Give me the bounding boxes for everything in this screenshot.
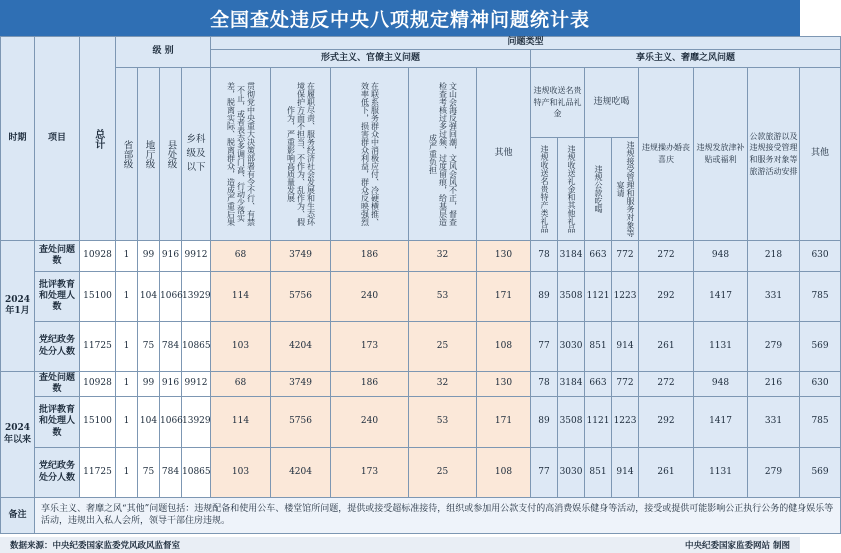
data-cell: 78 [531, 372, 558, 397]
data-cell: 3749 [271, 241, 331, 272]
data-cell: 99 [138, 372, 160, 397]
data-cell: 630 [800, 241, 841, 272]
data-cell: 3030 [558, 448, 585, 498]
data-cell: 914 [612, 322, 639, 372]
data-cell: 114 [211, 397, 271, 448]
level-provincial-header: 省部级 [116, 68, 138, 241]
data-cell: 103 [211, 322, 271, 372]
item-header: 项目 [35, 37, 80, 241]
data-cell: 772 [612, 372, 639, 397]
level-header: 级 别 [116, 37, 211, 68]
data-cell: 663 [585, 372, 612, 397]
data-cell: 216 [748, 372, 800, 397]
data-cell: 1131 [694, 448, 748, 498]
row-label: 批评教育和处理人数 [35, 272, 80, 322]
period-header: 时期 [1, 37, 35, 241]
data-cell: 186 [331, 372, 409, 397]
data-cell: 32 [409, 241, 477, 272]
data-cell: 3508 [558, 397, 585, 448]
data-cell: 11725 [80, 448, 116, 498]
data-cell: 1 [116, 448, 138, 498]
data-cell: 569 [800, 448, 841, 498]
data-cell: 331 [748, 397, 800, 448]
data-cell: 1066 [160, 397, 182, 448]
formalism-col-1-header: 贯彻党中央重大决策部署有令不行、有禁不止，或者表态多调门高、行动少落实差，脱离实际、脱离群众，造成严重后果 [211, 68, 271, 241]
level-county-header: 县处级 [160, 68, 182, 241]
formalism-other-header: 其他 [477, 68, 531, 241]
data-cell: 77 [531, 322, 558, 372]
data-cell: 914 [612, 448, 639, 498]
row-label: 党纪政务处分人数 [35, 448, 80, 498]
data-cell: 851 [585, 322, 612, 372]
data-cell: 89 [531, 397, 558, 448]
data-cell: 89 [531, 272, 558, 322]
data-cell: 53 [409, 397, 477, 448]
data-cell: 1 [116, 322, 138, 372]
data-cell: 99 [138, 241, 160, 272]
data-cell: 3030 [558, 322, 585, 372]
data-cell: 240 [331, 272, 409, 322]
row-label: 党纪政务处分人数 [35, 322, 80, 372]
data-cell: 10928 [80, 241, 116, 272]
hedonism-weddings-header: 违规操办婚丧喜庆 [639, 68, 694, 241]
data-cell: 1417 [694, 397, 748, 448]
data-cell: 173 [331, 322, 409, 372]
note-text: 享乐主义、奢靡之风“其他”问题包括：违规配备和使用公车、楼堂馆所问题，提供或接受超标准接待，组织或参加用公款支付的高消费娱乐健身等活动，接受或提供可能影响公正执行公务的健身娱乐等活动，违规出入私人会所，领导干部住房违规。 [35, 498, 841, 534]
total-header: 总计 [80, 37, 116, 241]
data-cell: 851 [585, 448, 612, 498]
data-cell: 130 [477, 372, 531, 397]
data-cell: 75 [138, 322, 160, 372]
footer [0, 537, 800, 553]
data-cell: 916 [160, 241, 182, 272]
data-cell: 218 [748, 241, 800, 272]
data-cell: 1 [116, 372, 138, 397]
data-cell: 261 [639, 448, 694, 498]
page-title: 全国查处违反中央八项规定精神问题统计表 [0, 0, 800, 36]
data-cell: 4204 [271, 448, 331, 498]
data-cell: 1223 [612, 397, 639, 448]
formalism-col-4-header: 文山会海反弹回潮，文风会风不正，督查检查考核过多过频、过度留痕，给基层造成严重负担 [409, 68, 477, 241]
data-cell: 25 [409, 448, 477, 498]
data-cell: 569 [800, 322, 841, 372]
data-cell: 32 [409, 372, 477, 397]
data-cell: 104 [138, 272, 160, 322]
data-cell: 114 [211, 272, 271, 322]
data-cell: 53 [409, 272, 477, 322]
hedonism-travel-header: 公款旅游以及违规接受管理和服务对象等旅游活动安排 [748, 68, 800, 241]
data-cell: 279 [748, 448, 800, 498]
level-township-header: 乡科级及以下 [182, 68, 211, 241]
note-label: 备注 [1, 498, 35, 534]
data-cell: 1 [116, 272, 138, 322]
problem-type-header: 问题类型 [211, 37, 841, 50]
data-cell: 948 [694, 241, 748, 272]
data-cell: 630 [800, 372, 841, 397]
gift-group-header: 违规收送名贵特产和礼品礼金 [531, 68, 585, 138]
data-cell: 785 [800, 272, 841, 322]
data-cell: 15100 [80, 272, 116, 322]
data-cell: 261 [639, 322, 694, 372]
data-cell: 1223 [612, 272, 639, 322]
data-cell: 1121 [585, 397, 612, 448]
data-cell: 292 [639, 272, 694, 322]
data-cell: 3184 [558, 241, 585, 272]
row-label: 查处问题数 [35, 372, 80, 397]
credit: 中央纪委国家监委网站 制图 [685, 541, 790, 551]
row-label: 查处问题数 [35, 241, 80, 272]
hedonism-subsidies-header: 违规发放津补贴或福利 [694, 68, 748, 241]
stats-table [0, 36, 841, 534]
data-cell: 15100 [80, 397, 116, 448]
data-cell: 10865 [182, 322, 211, 372]
data-cell: 173 [331, 448, 409, 498]
data-cell: 104 [138, 397, 160, 448]
data-cell: 130 [477, 241, 531, 272]
data-cell: 75 [138, 448, 160, 498]
data-cell: 68 [211, 241, 271, 272]
data-source: 数据来源：中央纪委国家监委党风政风监督室 [10, 541, 181, 551]
data-cell: 10865 [182, 448, 211, 498]
data-cell: 785 [800, 397, 841, 448]
data-cell: 663 [585, 241, 612, 272]
data-cell: 272 [639, 241, 694, 272]
data-cell: 9912 [182, 241, 211, 272]
data-cell: 9912 [182, 372, 211, 397]
data-cell: 772 [612, 241, 639, 272]
data-cell: 279 [748, 322, 800, 372]
period-cell-1: 2024 年1月 [1, 241, 35, 372]
dining-group-header: 违规吃喝 [585, 68, 639, 138]
data-cell: 292 [639, 397, 694, 448]
dining-public-header: 违规公款吃喝 [585, 138, 612, 241]
data-cell: 5756 [271, 397, 331, 448]
data-cell: 13929 [182, 397, 211, 448]
formalism-header: 形式主义、官僚主义问题 [211, 50, 531, 68]
data-cell: 916 [160, 372, 182, 397]
data-cell: 77 [531, 448, 558, 498]
gift-cash-header: 违规收送礼金和其他礼品 [558, 138, 585, 241]
data-cell: 13929 [182, 272, 211, 322]
data-cell: 240 [331, 397, 409, 448]
hedonism-header: 享乐主义、奢靡之风问题 [531, 50, 841, 68]
data-cell: 1 [116, 397, 138, 448]
data-cell: 1121 [585, 272, 612, 322]
data-cell: 1 [116, 241, 138, 272]
data-cell: 108 [477, 448, 531, 498]
period-cell-2: 2024 年以来 [1, 372, 35, 498]
formalism-col-2-header: 在履职尽责、服务经济社会发展和生态环境保护方面不担当、不作为、乱作为、假作为，严重影响高质量发展 [271, 68, 331, 241]
gift-specialty-header: 违规收送名贵特产类礼品 [531, 138, 558, 241]
data-cell: 11725 [80, 322, 116, 372]
data-cell: 1131 [694, 322, 748, 372]
dining-banquet-header: 违规接受管理和服务对象等宴请 [612, 138, 639, 241]
hedonism-other-header: 其他 [800, 68, 841, 241]
data-cell: 272 [639, 372, 694, 397]
row-label: 批评教育和处理人数 [35, 397, 80, 448]
data-cell: 103 [211, 448, 271, 498]
data-cell: 784 [160, 448, 182, 498]
data-cell: 1066 [160, 272, 182, 322]
formalism-col-3-header: 在联系服务群众中消极应付、冷硬横推、效率低下，损害群众利益，群众反映强烈 [331, 68, 409, 241]
data-cell: 4204 [271, 322, 331, 372]
data-cell: 331 [748, 272, 800, 322]
data-cell: 948 [694, 372, 748, 397]
data-cell: 3184 [558, 372, 585, 397]
data-cell: 5756 [271, 272, 331, 322]
data-cell: 10928 [80, 372, 116, 397]
data-cell: 68 [211, 372, 271, 397]
data-cell: 171 [477, 272, 531, 322]
data-cell: 1417 [694, 272, 748, 322]
data-cell: 78 [531, 241, 558, 272]
data-cell: 784 [160, 322, 182, 372]
data-cell: 3749 [271, 372, 331, 397]
data-cell: 3508 [558, 272, 585, 322]
data-cell: 108 [477, 322, 531, 372]
data-cell: 25 [409, 322, 477, 372]
data-cell: 186 [331, 241, 409, 272]
data-cell: 171 [477, 397, 531, 448]
level-prefectural-header: 地厅级 [138, 68, 160, 241]
